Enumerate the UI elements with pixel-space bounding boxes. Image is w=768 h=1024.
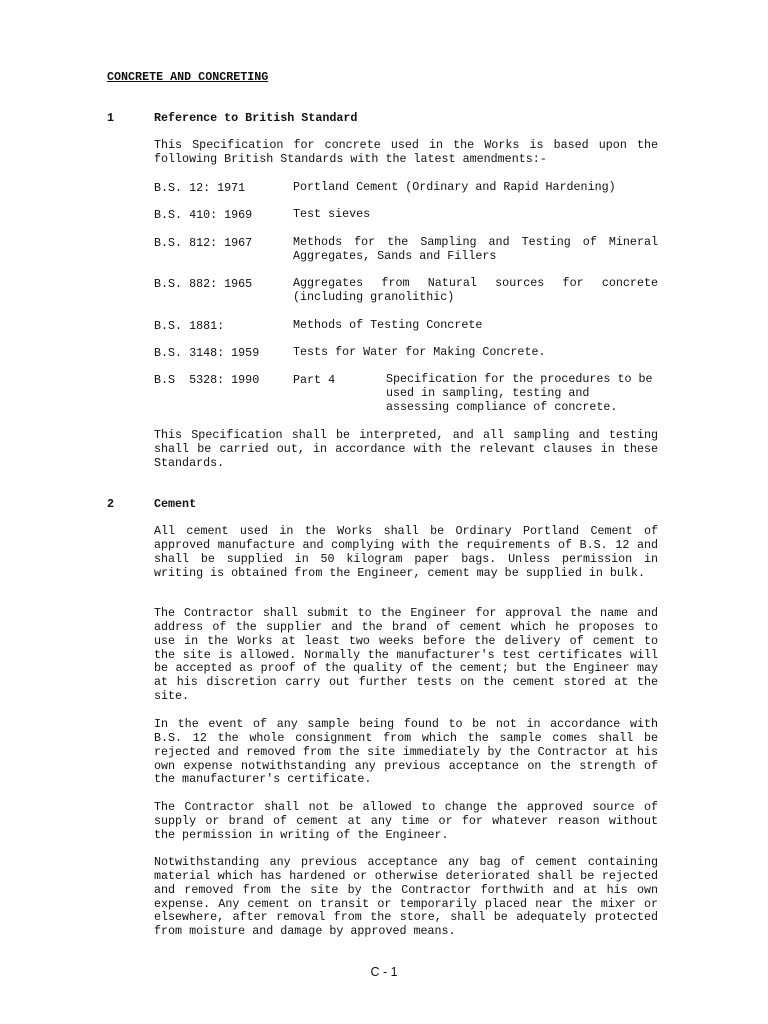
paragraph: The Contractor shall submit to the Engineer for approval the name and address of the supplier and the brand of cement which he proposes to use in the Works at least two weeks before the delivery of cement to the site is allowed. Normally the manufacturer's test certificates will be accepted as proof of the quality of the cement; but the Engineer may at his discretion carry out further tests on the cement stored at the site. <box>154 606 658 704</box>
standard-code: B.S. 3148: 1959 <box>154 346 260 360</box>
standard-code: B.S 5328: 1990 <box>154 373 260 387</box>
document-title: CONCRETE AND CONCRETING <box>107 70 269 84</box>
standard-description: Tests for Water for Making Concrete. <box>293 345 546 359</box>
section-1-heading: Reference to British Standard <box>154 111 358 125</box>
standard-code: B.S. 12: 1971 <box>154 181 246 195</box>
standard-part: Part 4 <box>293 373 336 387</box>
paragraph: All cement used in the Works shall be Ordinary Portland Cement of approved manufacture and complying with the requirements of B.S. 12 and shall be supplied in 50 kilogram paper bags. Unless permission in writing is obtained from the Engineer, cement may be supplied in bulk. <box>154 524 658 580</box>
standard-code: B.S. 882: 1965 <box>154 277 253 291</box>
section-2-heading: Cement <box>154 497 197 511</box>
section-1-intro: This Specification for concrete used in the Works is based upon the following British Standards with the latest amendments:- <box>154 138 658 166</box>
standard-code: B.S. 410: 1969 <box>154 208 253 222</box>
standard-description: Portland Cement (Ordinary and Rapid Hardening) <box>293 180 616 194</box>
standard-code: B.S. 812: 1967 <box>154 236 253 250</box>
standard-description: Specification for the procedures to be used in sampling, testing and assessing compliance of concrete. <box>386 372 653 414</box>
standard-description: Test sieves <box>293 207 371 221</box>
standard-code: B.S. 1881: <box>154 319 225 333</box>
paragraph: In the event of any sample being found to be not in accordance with B.S. 12 the whole consignment from which the sample comes shall be rejected and removed from the site immediately by the Contractor at his own expense notwithstanding any previous acceptance on the strength of the manufacturer's certificate. <box>154 717 658 787</box>
paragraph: Notwithstanding any previous acceptance any bag of cement containing material which has hardened or otherwise deteriorated shall be rejected and removed from the site by the Contractor forthwith and at his own expense. Any cement on transit or temporarily placed near the mixer or elsewhere, after removal from the store, shall be adequately protected from moisture and damage by approved means. <box>154 855 658 939</box>
paragraph: The Contractor shall not be allowed to change the approved source of supply or brand of cement at any time or for whatever reason without the permission in writing of the Engineer. <box>154 800 658 842</box>
standard-description: Aggregates from Natural sources for concrete (including granolithic) <box>293 276 658 304</box>
section-1-closing: This Specification shall be interpreted, and all sampling and testing shall be carried out, in accordance with the relevant clauses in these Standards. <box>154 428 658 470</box>
standard-description: Methods of Testing Concrete <box>293 318 483 332</box>
section-1-number: 1 <box>107 111 115 125</box>
section-2-number: 2 <box>107 497 115 511</box>
standard-description: Methods for the Sampling and Testing of Mineral Aggregates, Sands and Fillers <box>293 235 658 263</box>
page-number: C - 1 <box>370 965 398 979</box>
